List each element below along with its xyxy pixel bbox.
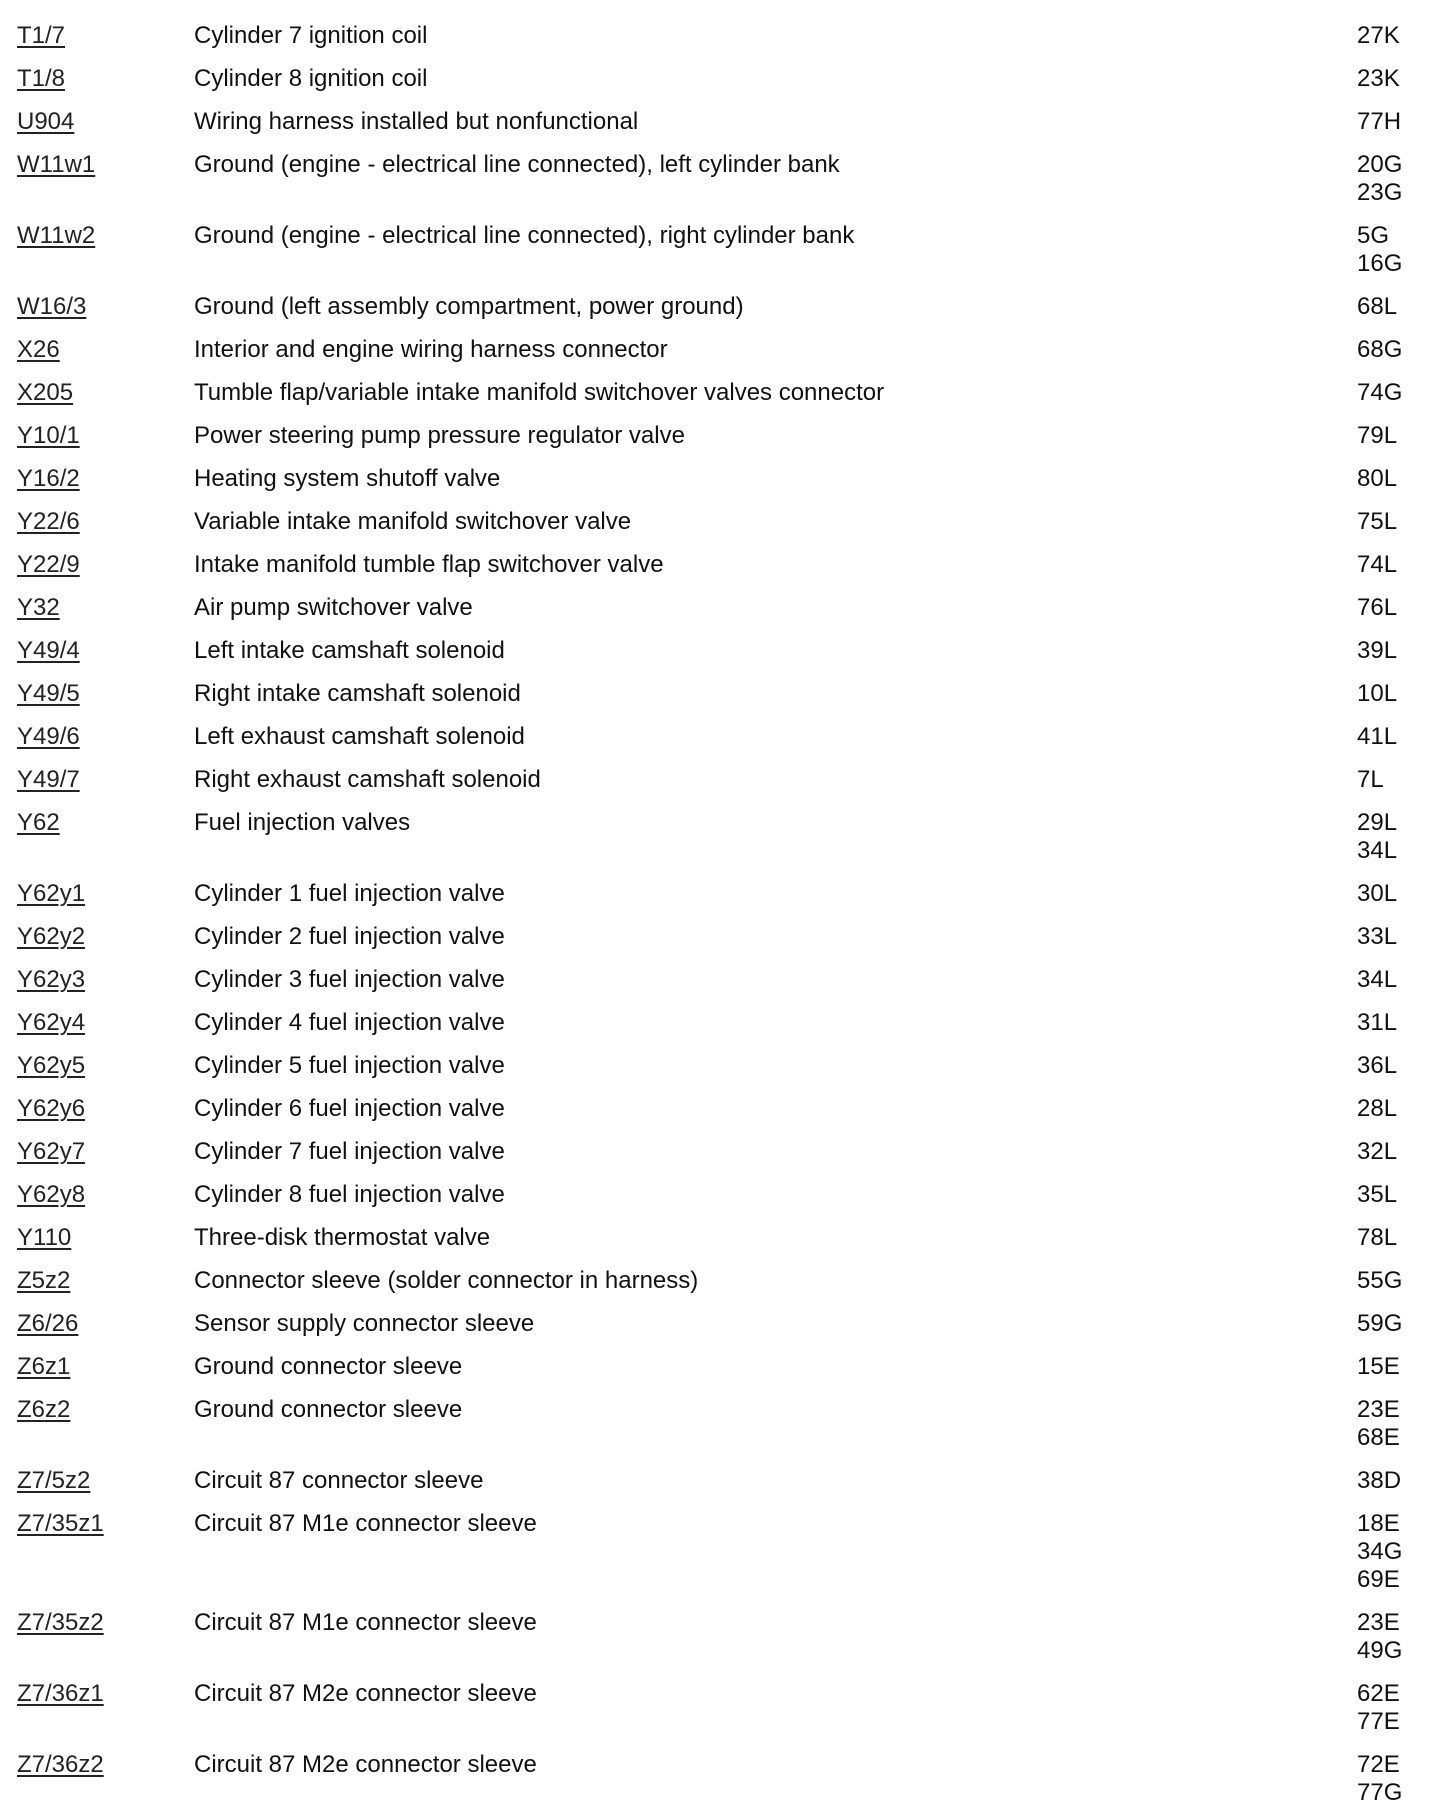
component-code-link[interactable]: Y62y1 [17, 880, 86, 907]
grid-location: 55G [1357, 1267, 1403, 1294]
legend-row [0, 1310, 1440, 1338]
grid-location: 80L [1357, 465, 1398, 492]
grid-location: 72E [1357, 1751, 1400, 1778]
component-description: Connector sleeve (solder connector in harness) [194, 1267, 699, 1294]
grid-location-list [1357, 508, 1427, 536]
component-description: Variable intake manifold switchover valve [194, 508, 632, 535]
grid-location-list [1357, 1052, 1427, 1080]
legend-row [0, 923, 1440, 951]
component-description: Cylinder 1 fuel injection valve [194, 880, 505, 907]
component-description: Cylinder 7 fuel injection valve [194, 1138, 505, 1165]
grid-location: 27K [1357, 22, 1400, 49]
grid-location: 18E [1357, 1510, 1400, 1537]
grid-location: 62E [1357, 1680, 1400, 1707]
grid-location: 15E [1357, 1353, 1400, 1380]
legend-row [0, 379, 1440, 407]
grid-location-list [1357, 723, 1427, 751]
legend-row [0, 1680, 1440, 1736]
component-description: Sensor supply connector sleeve [194, 1310, 535, 1337]
grid-location-list [1357, 880, 1427, 908]
component-code-link[interactable]: Z7/5z2 [17, 1467, 91, 1494]
legend-row [0, 809, 1440, 865]
component-code-link[interactable]: Y62y5 [17, 1052, 86, 1079]
component-code-link[interactable]: U904 [17, 108, 75, 135]
grid-location-list [1357, 766, 1427, 794]
component-code-link[interactable]: Z7/36z2 [17, 1751, 104, 1778]
component-description: Intake manifold tumble flap switchover valve [194, 551, 664, 578]
component-code-link[interactable]: Z7/35z1 [17, 1510, 104, 1537]
grid-location-list [1357, 1467, 1427, 1495]
grid-location: 23E [1357, 1609, 1400, 1636]
component-code-link[interactable]: W11w1 [17, 151, 96, 178]
grid-location: 68G [1357, 336, 1403, 363]
grid-location: 74G [1357, 379, 1403, 406]
grid-location-list [1357, 1224, 1427, 1252]
grid-location: 20G [1357, 151, 1403, 178]
grid-location: 49G [1357, 1637, 1403, 1664]
component-code-link[interactable]: T1/7 [17, 22, 66, 49]
component-code-link[interactable]: Z7/35z2 [17, 1609, 104, 1636]
grid-location-list [1357, 151, 1427, 207]
legend-row [0, 151, 1440, 207]
grid-location: 59G [1357, 1310, 1403, 1337]
grid-location-list [1357, 336, 1427, 364]
grid-location-list [1357, 1353, 1427, 1381]
component-description: Ground connector sleeve [194, 1353, 463, 1380]
grid-location: 29L [1357, 809, 1398, 836]
component-description: Heating system shutoff valve [194, 465, 501, 492]
grid-location: 30L [1357, 880, 1398, 907]
component-code-link[interactable]: W11w2 [17, 222, 96, 249]
legend-row [0, 766, 1440, 794]
grid-location: 33L [1357, 923, 1398, 950]
grid-location: 39L [1357, 637, 1398, 664]
grid-location: 78L [1357, 1224, 1398, 1251]
component-description: Ground (engine - electrical line connected), left cylinder bank [194, 151, 840, 178]
legend-row [0, 551, 1440, 579]
grid-location: 69E [1357, 1566, 1400, 1593]
component-code-link[interactable]: Y49/4 [17, 637, 80, 664]
legend-row [0, 723, 1440, 751]
grid-location: 68E [1357, 1424, 1400, 1451]
grid-location: 28L [1357, 1095, 1398, 1122]
grid-location-list [1357, 551, 1427, 579]
legend-row [0, 465, 1440, 493]
component-description: Cylinder 7 ignition coil [194, 22, 428, 49]
grid-location-list [1357, 222, 1427, 278]
legend-row [0, 880, 1440, 908]
component-code-link[interactable]: Z6z2 [17, 1396, 71, 1423]
grid-location: 76L [1357, 594, 1398, 621]
grid-location-list [1357, 1310, 1427, 1338]
legend-row [0, 966, 1440, 994]
grid-location-list [1357, 594, 1427, 622]
component-description: Wiring harness installed but nonfunctional [194, 108, 639, 135]
legend-row [0, 1267, 1440, 1295]
legend-row [0, 336, 1440, 364]
grid-location: 7L [1357, 766, 1384, 793]
grid-location-list [1357, 465, 1427, 493]
grid-location: 79L [1357, 422, 1398, 449]
legend-row [0, 1181, 1440, 1209]
component-description: Air pump switchover valve [194, 594, 473, 621]
legend-row [0, 1510, 1440, 1594]
grid-location: 23K [1357, 65, 1400, 92]
component-description: Cylinder 2 fuel injection valve [194, 923, 505, 950]
grid-location: 77G [1357, 1779, 1403, 1806]
grid-location: 32L [1357, 1138, 1398, 1165]
component-code-link[interactable]: Y16/2 [17, 465, 80, 492]
component-code-link[interactable]: Z5z2 [17, 1267, 71, 1294]
component-code-link[interactable]: Y62y4 [17, 1009, 86, 1036]
component-description: Fuel injection valves [194, 809, 411, 836]
grid-location: 68L [1357, 293, 1398, 320]
grid-location-list [1357, 966, 1427, 994]
legend-row [0, 1009, 1440, 1037]
component-description: Cylinder 8 fuel injection valve [194, 1181, 505, 1208]
component-code-link[interactable]: Y62y8 [17, 1181, 86, 1208]
component-description: Power steering pump pressure regulator valve [194, 422, 685, 449]
grid-location: 36L [1357, 1052, 1398, 1079]
grid-location: 16G [1357, 250, 1403, 277]
grid-location-list [1357, 1267, 1427, 1295]
component-description: Cylinder 3 fuel injection valve [194, 966, 505, 993]
component-code-link[interactable]: X26 [17, 336, 60, 363]
component-description: Right intake camshaft solenoid [194, 680, 521, 707]
component-description: Interior and engine wiring harness connector [194, 336, 668, 363]
component-code-link[interactable]: W16/3 [17, 293, 87, 320]
legend-row [0, 1224, 1440, 1252]
grid-location-list [1357, 1009, 1427, 1037]
grid-location: 34L [1357, 966, 1398, 993]
grid-location-list [1357, 1751, 1427, 1807]
component-description: Left intake camshaft solenoid [194, 637, 505, 664]
component-description: Three-disk thermostat valve [194, 1224, 491, 1251]
grid-location: 23G [1357, 179, 1403, 206]
component-description: Tumble flap/variable intake manifold switchover valves connector [194, 379, 885, 406]
grid-location-list [1357, 680, 1427, 708]
component-description: Left exhaust camshaft solenoid [194, 723, 525, 750]
grid-location: 77H [1357, 108, 1402, 135]
grid-location-list [1357, 379, 1427, 407]
grid-location-list [1357, 809, 1427, 865]
legend-row [0, 594, 1440, 622]
legend-row [0, 1095, 1440, 1123]
grid-location: 41L [1357, 723, 1398, 750]
component-code-link[interactable]: Y10/1 [17, 422, 80, 449]
grid-location: 75L [1357, 508, 1398, 535]
legend-row [0, 108, 1440, 136]
grid-location-list [1357, 422, 1427, 450]
legend-row [0, 222, 1440, 278]
legend-row [0, 293, 1440, 321]
grid-location: 74L [1357, 551, 1398, 578]
component-code-link[interactable]: Y62y2 [17, 923, 86, 950]
component-description: Cylinder 4 fuel injection valve [194, 1009, 505, 1036]
grid-location-list [1357, 637, 1427, 665]
component-description: Ground (left assembly compartment, power ground) [194, 293, 744, 320]
component-code-link[interactable]: Z6z1 [17, 1353, 71, 1380]
grid-location-list [1357, 923, 1427, 951]
legend-row [0, 422, 1440, 450]
component-code-link[interactable]: Y49/5 [17, 680, 80, 707]
legend-row [0, 1138, 1440, 1166]
grid-location-list [1357, 293, 1427, 321]
component-code-link[interactable]: Z6/26 [17, 1310, 79, 1337]
grid-location: 34L [1357, 837, 1398, 864]
component-description: Circuit 87 M2e connector sleeve [194, 1751, 537, 1778]
component-code-link[interactable]: Y49/6 [17, 723, 80, 750]
component-code-link[interactable]: T1/8 [17, 65, 66, 92]
legend-row [0, 1467, 1440, 1495]
component-description: Circuit 87 M1e connector sleeve [194, 1609, 537, 1636]
grid-location-list [1357, 1609, 1427, 1665]
legend-row [0, 1396, 1440, 1452]
component-code-link[interactable]: Y62y7 [17, 1138, 86, 1165]
component-code-link[interactable]: Y110 [17, 1224, 72, 1251]
grid-location-list [1357, 1095, 1427, 1123]
component-code-link[interactable]: Y32 [17, 594, 60, 621]
component-code-link[interactable]: X205 [17, 379, 74, 406]
legend-row [0, 1609, 1440, 1665]
component-description: Cylinder 5 fuel injection valve [194, 1052, 505, 1079]
legend-row [0, 680, 1440, 708]
grid-location: 35L [1357, 1181, 1398, 1208]
component-code-link[interactable]: Y22/9 [17, 551, 80, 578]
component-description: Cylinder 8 ignition coil [194, 65, 428, 92]
grid-location: 77E [1357, 1708, 1400, 1735]
component-description: Right exhaust camshaft solenoid [194, 766, 541, 793]
grid-location-list [1357, 108, 1427, 136]
grid-location-list [1357, 22, 1427, 50]
component-description: Circuit 87 connector sleeve [194, 1467, 484, 1494]
grid-location: 10L [1357, 680, 1398, 707]
grid-location-list [1357, 1181, 1427, 1209]
legend-row [0, 508, 1440, 536]
component-code-link[interactable]: Z7/36z1 [17, 1680, 104, 1707]
legend-row [0, 65, 1440, 93]
component-description: Cylinder 6 fuel injection valve [194, 1095, 505, 1122]
grid-location-list [1357, 1138, 1427, 1166]
component-description: Circuit 87 M2e connector sleeve [194, 1680, 537, 1707]
legend-row [0, 1052, 1440, 1080]
grid-location-list [1357, 65, 1427, 93]
grid-location-list [1357, 1396, 1427, 1452]
component-description: Ground connector sleeve [194, 1396, 463, 1423]
legend-row [0, 637, 1440, 665]
component-code-link[interactable]: Y62y6 [17, 1095, 86, 1122]
grid-location: 5G [1357, 222, 1390, 249]
legend-row [0, 1751, 1440, 1807]
component-code-link[interactable]: Y62 [17, 809, 60, 836]
grid-location-list [1357, 1680, 1427, 1736]
grid-location: 31L [1357, 1009, 1398, 1036]
component-code-link[interactable]: Y62y3 [17, 966, 86, 993]
grid-location-list [1357, 1510, 1427, 1594]
legend-row [0, 22, 1440, 50]
component-code-link[interactable]: Y22/6 [17, 508, 80, 535]
grid-location: 23E [1357, 1396, 1400, 1423]
component-description: Circuit 87 M1e connector sleeve [194, 1510, 537, 1537]
legend-row [0, 1353, 1440, 1381]
component-code-link[interactable]: Y49/7 [17, 766, 80, 793]
grid-location: 38D [1357, 1467, 1402, 1494]
grid-location: 34G [1357, 1538, 1403, 1565]
component-description: Ground (engine - electrical line connected), right cylinder bank [194, 222, 855, 249]
